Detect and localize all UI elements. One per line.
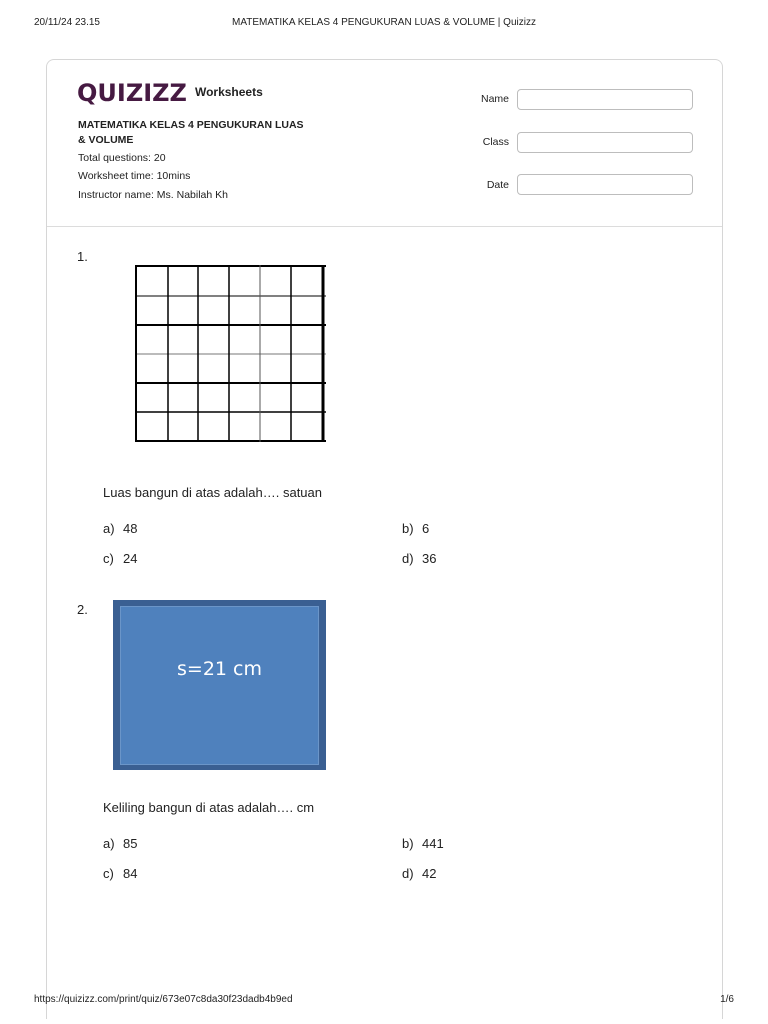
instructor-name: Instructor name: Ms. Nabilah Kh xyxy=(78,189,228,201)
option-letter: a) xyxy=(103,521,115,536)
question-1-number: 1. xyxy=(77,249,88,264)
option-value: 84 xyxy=(123,866,138,881)
q1-option-b[interactable] xyxy=(402,521,429,536)
q1-option-a[interactable] xyxy=(103,521,137,536)
option-value: 441 xyxy=(422,836,444,851)
print-title: MATEMATIKA KELAS 4 PENGUKURAN LUAS & VOLUME | Quizizz xyxy=(232,17,536,28)
name-label: Name xyxy=(480,93,509,105)
print-footer xyxy=(0,994,768,1008)
option-letter: d) xyxy=(402,551,414,566)
option-value: 24 xyxy=(123,551,138,566)
question-1-text: Luas bangun di atas adalah…. satuan xyxy=(103,485,323,500)
q2-option-b[interactable] xyxy=(402,836,444,851)
class-field[interactable] xyxy=(517,132,693,153)
logo-subtitle: Worksheets xyxy=(194,85,263,99)
date-field[interactable] xyxy=(517,174,693,195)
q2-option-a[interactable] xyxy=(103,836,137,851)
question-2-text: Keliling bangun di atas adalah…. cm xyxy=(103,800,315,815)
q2-option-d[interactable] xyxy=(402,866,436,881)
class-label: Class xyxy=(482,136,509,148)
option-letter: c) xyxy=(103,551,114,566)
worksheet-title: MATEMATIKA KELAS 4 PENGUKURAN LUAS & VOLUME xyxy=(78,119,304,146)
square-fill xyxy=(120,606,319,765)
square-figure xyxy=(113,600,326,770)
name-field[interactable] xyxy=(517,89,693,110)
q2-option-c[interactable] xyxy=(103,866,137,881)
grid-figure xyxy=(134,264,328,444)
print-url: https://quizizz.com/print/quiz/673e07c8da30f23dadb4b9ed xyxy=(34,994,293,1005)
option-value: 6 xyxy=(422,521,430,536)
q1-option-d[interactable] xyxy=(402,551,436,566)
option-letter: c) xyxy=(103,866,114,881)
square-side-label: s=21 cm xyxy=(177,658,262,680)
print-header xyxy=(0,17,768,31)
worksheet-time: Worksheet time: 10mins xyxy=(78,170,191,182)
total-questions: Total questions: 20 xyxy=(78,152,166,164)
option-letter: d) xyxy=(402,866,414,881)
option-value: 42 xyxy=(422,866,437,881)
option-value: 36 xyxy=(422,551,437,566)
quizizz-logo xyxy=(77,80,263,106)
option-value: 85 xyxy=(123,836,138,851)
logo-wordmark: QUIZIZZ xyxy=(77,79,187,107)
option-letter: a) xyxy=(103,836,115,851)
worksheet-card xyxy=(46,59,723,1019)
worksheet-header xyxy=(47,60,722,227)
print-page-number: 1/6 xyxy=(720,994,734,1005)
option-value: 48 xyxy=(123,521,138,536)
date-label: Date xyxy=(486,179,509,191)
question-2-number: 2. xyxy=(77,602,88,617)
print-datetime: 20/11/24 23.15 xyxy=(34,17,100,28)
option-letter: b) xyxy=(402,836,414,851)
q1-option-c[interactable] xyxy=(103,551,137,566)
option-letter: b) xyxy=(402,521,414,536)
